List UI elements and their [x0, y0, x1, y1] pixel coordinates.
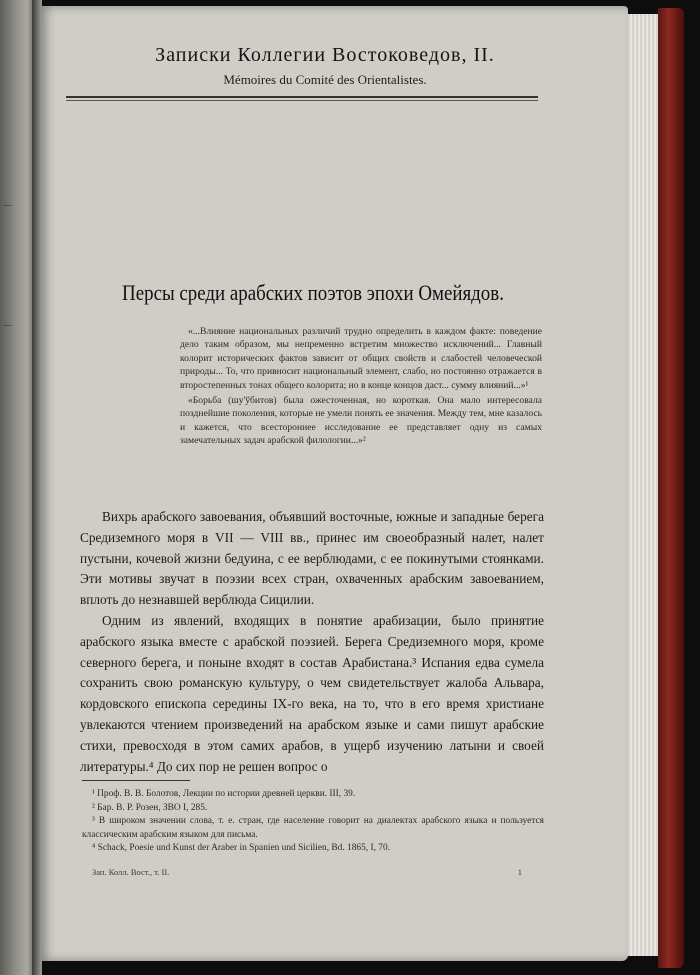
signature-mark: 1 — [517, 867, 522, 877]
body-paragraph: Вихрь арабского завоевания, объявший восточные, южные и западные берега Средиземного моря в VII — VIII вв., принес им своеобразный налет, налет пустыни, кочевой жизни бедуина, с ее верблюдами, с ее покинутыми стоянками. Эти мотивы звучат в поэзии всех стран, охваченных арабским завоеванием, вплоть до незнавшей верблюда Сицилии. — [80, 509, 544, 608]
page-footer — [92, 867, 522, 877]
facing-page-text-fragment: — — [3, 320, 12, 330]
footer-journal: Зап. Колл. Вост., т. II. — [92, 867, 170, 877]
running-title: Записки Коллегии Востоковедов, II. — [155, 44, 495, 66]
header-rule — [66, 96, 538, 101]
facing-page-edge — [0, 0, 34, 975]
footnote: ³ В широком значении слова, т. е. стран, где население говорит на диалектах арабского языка и пользуется классическим арабским языком для письма. — [82, 816, 544, 840]
epigraph-quote: «...Влияние национальных различий трудно определить в каждом факте: поведение дело таким образом, мы непременно встретим множество исключений... Главный колорит исторических фактов зависит от общих свойств и слабостей человеческой природы... То, что привносит национальный элемент, слабо, но постоянно отражается в второстепенных тонах общего колорита; но в конце концов даст... сумму влияний...»¹ — [180, 326, 542, 391]
body-paragraph: Одним из явлений, входящих в понятие арабизации, было принятие арабского языка вместе с арабской поэзией. Берега Средиземного моря, кроме северного берега, и поныне входят в состав Арабистана.³ Испания едва сумела сохранить свою романскую культуру, о чем свидетельствует жалоба Альвара, кордовского епископа середины IX-го века, на то, что в его время христиане увлекаются чтением произведений на арабском языке и сами пишут арабские стихи, превосходя в этом самих арабов, в ущерб изучению латыни и своей литературы.⁴ До сих пор не решен вопрос о — [80, 612, 544, 774]
epigraph-block — [180, 325, 542, 450]
footnotes — [82, 788, 544, 856]
running-subtitle: Mémoires du Comité des Orientalistes. — [223, 72, 427, 87]
article-title: Персы среди арабских поэтов эпохи Омейядов. — [122, 280, 504, 305]
footnote: ² Бар. В. Р. Розен, ЗВО I, 285. — [92, 802, 208, 813]
body-text — [80, 507, 544, 777]
book-cover — [658, 8, 684, 968]
footnote-rule — [82, 780, 190, 781]
epigraph-quote: «Борьба (шу'ўбитов) была ожесточенная, но короткая. Она мало интересовала позднейшие поколения, которые не умели понять ее значения. Между тем, мне казалось и кажется, что всестороннее исследование ее представляет одну из самых замечательных задач арабской филологии...»² — [180, 395, 542, 447]
footnote: ¹ Проф. В. В. Болотов, Лекции по истории древней церкви. III, 39. — [92, 789, 356, 799]
facing-page-text-fragment: — — [3, 200, 12, 210]
footnote: ⁴ Schack, Poesie und Kunst der Araber in Spanien und Sicilien, Bd. 1865, I, 70. — [92, 843, 391, 854]
page-edges — [626, 14, 660, 956]
